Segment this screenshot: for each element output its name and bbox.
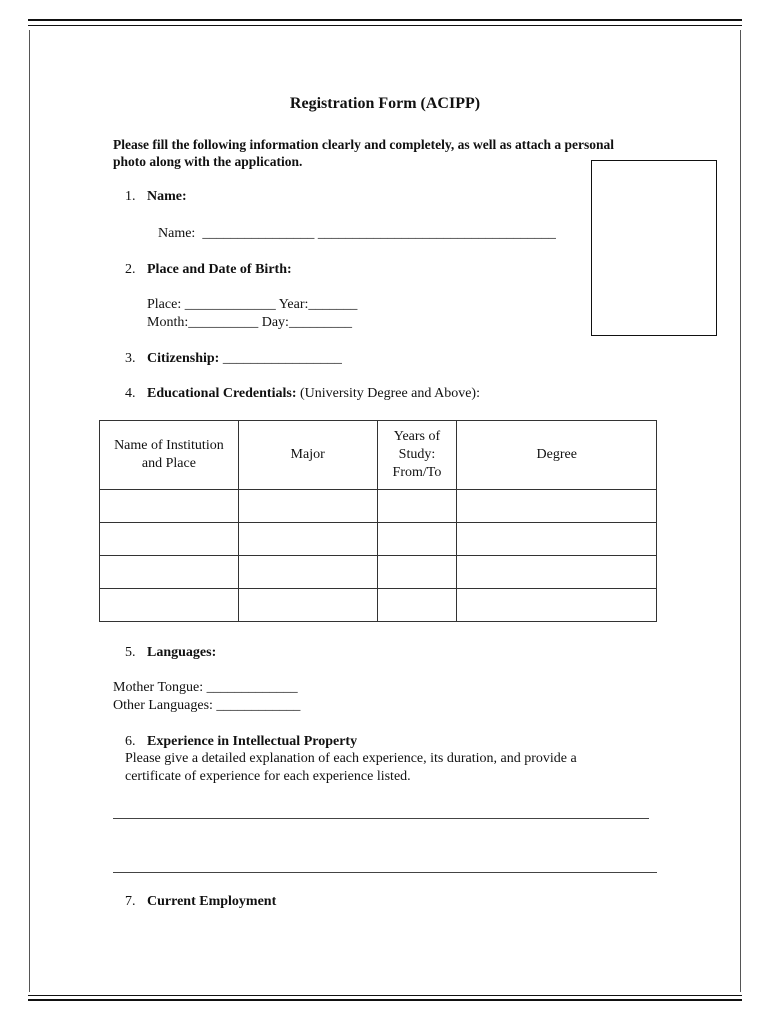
section-label: Experience in Intellectual Property [147, 734, 358, 749]
section-number: 3. [125, 351, 136, 366]
table-row [100, 589, 657, 622]
table-cell[interactable] [238, 523, 377, 556]
column-header-years [377, 421, 457, 490]
experience-description-line-1: Please give a detailed explanation of each experience, its duration, and provide a [125, 751, 577, 766]
header-line: Study: [398, 447, 436, 462]
mother-tongue-field[interactable]: Mother Tongue: _____________ [113, 680, 298, 695]
other-languages-field[interactable]: Other Languages: ____________ [113, 698, 301, 713]
section-languages-heading [125, 645, 216, 661]
section-label: Educational Credentials: [147, 386, 297, 401]
birth-day-field[interactable]: Day:_________ [261, 315, 352, 330]
last-name-blank[interactable]: __________________________________ [317, 226, 556, 241]
table-cell[interactable] [457, 556, 657, 589]
section-number: 5. [125, 645, 136, 660]
header-line: Name of Institution [114, 438, 224, 453]
birth-month-field[interactable]: Month:__________ [147, 315, 259, 330]
page-border-top [28, 19, 742, 21]
citizenship-blank[interactable]: _________________ [222, 351, 342, 366]
table-row [100, 523, 657, 556]
birth-place-field[interactable]: Place: _____________ [147, 297, 276, 312]
section-number: 4. [125, 386, 136, 401]
header-line: From/To [392, 465, 442, 480]
table-cell[interactable] [238, 556, 377, 589]
name-field-label: Name: [158, 226, 196, 241]
page-title: Registration Form (ACIPP) [289, 95, 481, 112]
section-employment-heading [125, 894, 276, 910]
section-education-heading [125, 386, 480, 402]
column-header-major: Major [238, 421, 377, 490]
table-cell[interactable] [457, 490, 657, 523]
section-citizenship[interactable] [125, 351, 342, 367]
table-cell[interactable] [377, 523, 457, 556]
page-border-right [740, 30, 741, 992]
table-cell[interactable] [100, 589, 239, 622]
section-experience-heading [125, 734, 357, 750]
section-note: (University Degree and Above): [299, 386, 480, 401]
section-label: Citizenship: [147, 351, 220, 366]
section-label: Current Employment [147, 894, 277, 909]
table-cell[interactable] [377, 556, 457, 589]
photo-placeholder[interactable] [591, 160, 717, 336]
page-border-bottom-inner [28, 995, 742, 996]
header-line: Years of [393, 429, 441, 444]
section-number: 6. [125, 734, 136, 749]
section-birth-heading [125, 262, 292, 278]
table-cell[interactable] [100, 523, 239, 556]
table-cell[interactable] [100, 556, 239, 589]
table-row [100, 556, 657, 589]
section-number: 2. [125, 262, 136, 277]
table-cell[interactable] [457, 523, 657, 556]
table-cell[interactable] [377, 490, 457, 523]
experience-description-line-2: certificate of experience for each experience listed. [125, 769, 411, 784]
birth-place-year-line[interactable] [147, 297, 357, 313]
experience-answer-line[interactable] [113, 818, 649, 819]
table-header-row [100, 421, 657, 490]
education-table [99, 420, 657, 622]
section-label: Place and Date of Birth: [147, 262, 292, 277]
section-label: Languages: [147, 645, 217, 660]
column-header-institution [100, 421, 239, 490]
birth-year-field[interactable]: Year:_______ [278, 297, 358, 312]
table-cell[interactable] [238, 589, 377, 622]
section-number: 1. [125, 189, 136, 204]
table-cell[interactable] [377, 589, 457, 622]
table-cell[interactable] [238, 490, 377, 523]
section-number: 7. [125, 894, 136, 909]
birth-month-day-line[interactable] [147, 315, 352, 331]
first-name-blank[interactable]: ________________ [202, 226, 315, 241]
table-cell[interactable] [100, 490, 239, 523]
header-line: and Place [141, 456, 196, 471]
table-cell[interactable] [457, 589, 657, 622]
page-border-top-inner [28, 25, 742, 26]
intro-text: Please fill the following information clearly and completely, as well as attach a personal photo along with the application. [113, 137, 614, 169]
experience-answer-line[interactable] [113, 872, 657, 873]
page-border-left [29, 30, 30, 992]
page-border-bottom [28, 999, 742, 1001]
section-name-heading [125, 189, 187, 205]
column-header-degree: Degree [457, 421, 657, 490]
name-field[interactable] [158, 226, 556, 242]
table-row [100, 490, 657, 523]
section-label: Name: [147, 189, 187, 204]
